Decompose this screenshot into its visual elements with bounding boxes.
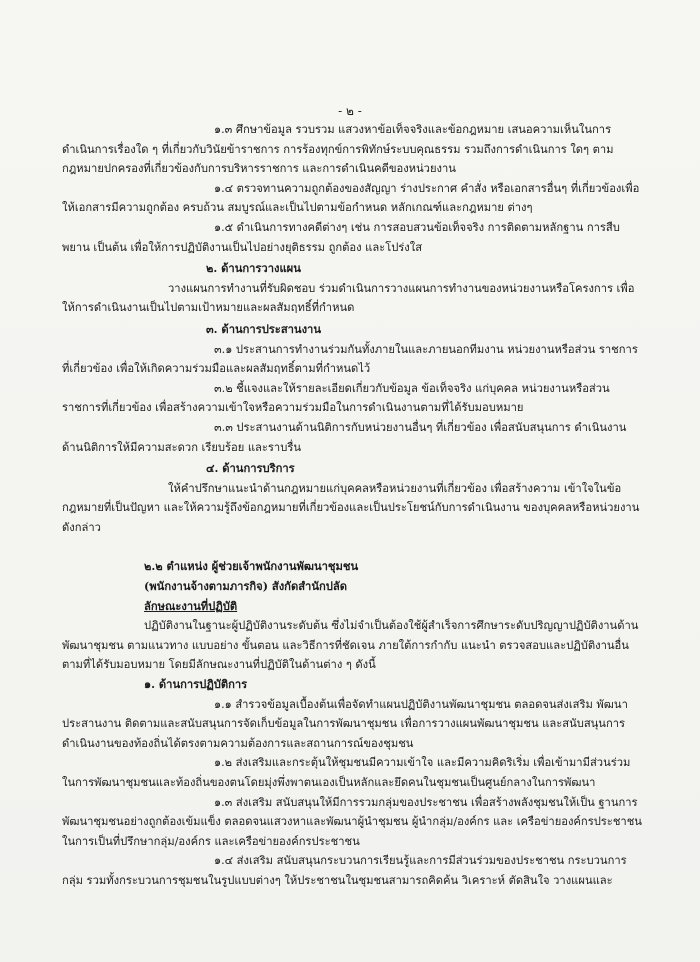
job-description-text: ปฏิบัติงานในฐานะผู้ปฏิบัติงานระดับต้น ซึ่งไม่จำเป็นต้องใช้ผู้สำเร็จการศึกษาระดับปริญญาปฏิบัติงานด้านพัฒนาชุมชน ตามแนวทาง แบบอย่าง ขั้นตอน และวิธีการที่ชัดเจน ภายใต้การกำกับ แนะนำ ตรวจสอบและปฏิบัติงานอื่นตามที่ได้รับมอบหมาย โดยมีลักษณะงานที่ปฏิบัติในด้านต่าง ๆ ดังนี้ bbox=[62, 619, 639, 672]
position-title: ๒.๒ ตำแหน่ง ผู้ช่วยเจ้าพนักงานพัฒนาชุมชน bbox=[144, 559, 359, 574]
paragraph-ops-1-3: ๑.๓ ส่งเสริม สนับสนุนให้มีการรวมกลุ่มของประชาชน เพื่อสร้างพลังชุมชนให้เป็น ฐานการพัฒนาชุมชนอย่างถูกต้องเข้มแข็ง ตลอดจนแสวงหาและพัฒนาผู้นำชุมชน ผู้นำกลุ่ม/องค์กร และ เครือข่ายองค์กรประชาชน ในการเป็นที่ปรึกษากลุ่ม/องค์กร และเครือข่ายองค์กรประชาชน bbox=[62, 795, 642, 848]
paragraph-3-2: ๓.๒ ชี้แจงและให้รายละเอียดเกี่ยวกับข้อมูล ข้อเท็จจริง แก่บุคคล หน่วยงานหรือส่วนราชการที่เกี่ยวข้อง เพื่อสร้างความเข้าใจหรือความร่วมมือในการดำเนินงานตามที่ได้รับมอบหมาย bbox=[62, 381, 610, 415]
paragraph-1-5: ๑.๕ ดำเนินการทางคดีต่างๆ เช่น การสอบสวนข้อเท็จจริง การติดตามหลักฐาน การสืบพยาน เป็นต้น เพื่อให้การปฏิบัติงานเป็นไปอย่างยุติธรรม ถูกต้อง และโปร่งใส bbox=[62, 220, 620, 254]
section-2-text: วางแผนการทำงานที่รับผิดชอบ ร่วมดำเนินการวางแผนการทำงานของหน่วยงานหรือโครงการ เพื่อให้การดำเนินงานเป็นไปตามเป้าหมายและผลสัมฤทธิ์ที่กำหนด bbox=[62, 281, 635, 315]
paragraph-1-4: ๑.๔ ตรวจทานความถูกต้องของสัญญา ร่างประกาศ คำสั่ง หรือเอกสารอื่นๆ ที่เกี่ยวข้องเพื่อให้เอกสารมีความถูกต้อง ครบถ้วน สมบูรณ์และเป็นไปตามข้อกำหนด หลักเกณฑ์และกฎหมาย ต่างๆ bbox=[62, 181, 640, 215]
paragraph-1-3: ๑.๓ ศึกษาข้อมูล รวบรวม แสวงหาข้อเท็จจริงและข้อกฎหมาย เสนอความเห็นในการดำเนินการเรื่องใด ๆ ที่เกี่ยวกับวินัยข้าราชการ การร้องทุกข์การพิทักษ์ระบบคุณธรรม รวมถึงการดำเนินการ ใดๆ ตามกฎหมายปกครองที่เกี่ยวข้องกับการบริหารราชการ และการดำเนินคดีของหน่วยงาน bbox=[62, 123, 614, 176]
job-description-heading: ลักษณะงานที่ปฏิบัติ bbox=[144, 598, 238, 613]
paragraph-ops-1-1: ๑.๑ สำรวจข้อมูลเบื้องต้นเพื่อจัดทำแผนปฏิบัติงานพัฒนาชุมชน ตลอดจนส่งเสริม พัฒนาประสานงาน ติดตามและสนับสนุนการจัดเก็บข้อมูลในการพัฒนาชุมชน เพื่อการวางแผนพัฒนาชุมชน และสนับสนุนการดำเนินงานของท้องถิ่นได้ตรงตามความต้องการและสถานการณ์ของชุมชน bbox=[62, 697, 628, 750]
paragraph-3-1: ๓.๑ ประสานการทำงานร่วมกันทั้งภายในและภายนอกทีมงาน หน่วยงานหรือส่วน ราชการที่เกี่ยวข้อง เพื่อให้เกิดความร่วมมือและผลสัมฤทธิ์ตามที่กำหนดไว้ bbox=[62, 342, 638, 376]
paragraph-ops-1-4: ๑.๔ ส่งเสริม สนับสนุนกระบวนการเรียนรู้และการมีส่วนร่วมของประชาชน กระบวนการกลุ่ม รวมทั้งกระบวนการชุมชนในรูปแบบต่างๆ ให้ประชาชนในชุมชนสามารถคิดค้น วิเคราะห์ ตัดสินใจ วางแผนและ bbox=[62, 854, 627, 887]
document-body bbox=[62, 120, 642, 891]
page-number: - ๒ - bbox=[338, 104, 362, 118]
section-4-text: ให้คำปรึกษาแนะนำด้านกฎหมายแก่บุคคลหรือหน่วยงานที่เกี่ยวข้อง เพื่อสร้างความ เข้าใจในข้อกฎหมายที่เป็นปัญหา และให้ความรู้ถึงข้อกฎหมายที่เกี่ยวข้องและเป็นประโยชน์กับการดำเนินงาน ของบุคคลหรือหน่วยงานดังกล่าว bbox=[62, 481, 640, 534]
section-4-heading: ๔. ด้านการบริการ bbox=[206, 461, 295, 476]
position-affiliation: (พนักงานจ้างตามภารกิจ) สังกัดสำนักปลัด bbox=[144, 579, 347, 594]
paragraph-3-3: ๓.๓ ประสานงานด้านนิติการกับหน่วยงานอื่นๆ ที่เกี่ยวข้อง เพื่อสนับสนุนการ ดำเนินงานด้านนิติการให้มีความสะดวก เรียบร้อย และราบรื่น bbox=[62, 420, 627, 454]
paragraph-ops-1-2: ๑.๒ ส่งเสริมและกระตุ้นให้ชุมชนมีความเข้าใจ และมีความคิดริเริ่ม เพื่อเข้ามามีส่วนร่วมในการพัฒนาชุมชนและท้องถิ่นของตนโดยมุ่งพึ่งพาตนเองเป็นหลักและยึดคนในชุมชนเป็นศูนย์กลางในการพัฒนา bbox=[62, 756, 631, 789]
section-2-heading: ๒. ด้านการวางแผน bbox=[206, 261, 301, 276]
section-3-heading: ๓. ด้านการประสานงาน bbox=[206, 321, 321, 336]
operations-heading: ๑. ด้านการปฏิบัติการ bbox=[144, 677, 248, 692]
